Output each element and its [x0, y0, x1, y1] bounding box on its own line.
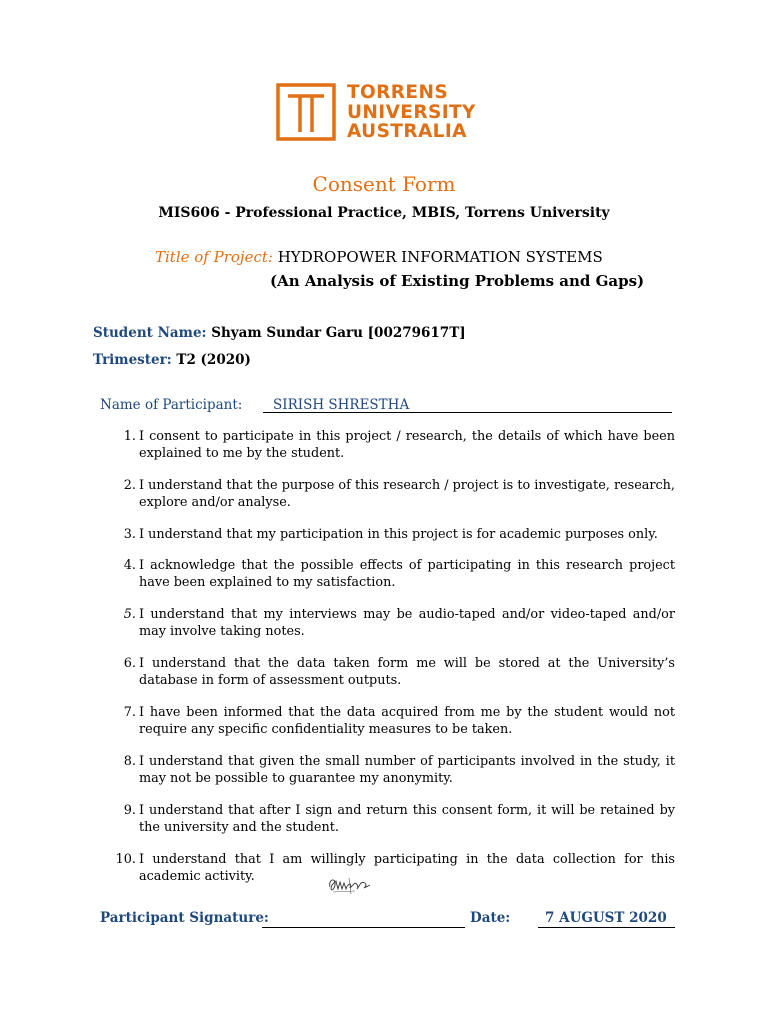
logo-wordmark [347, 83, 492, 142]
list-item-number: 8. [123, 754, 136, 769]
list-item-number: 9. [123, 803, 136, 818]
logo-line-2: UNIVERSITY [347, 101, 476, 123]
project-title-label: Title of Project: [155, 248, 273, 266]
handwritten-signature-image [325, 873, 373, 897]
signature-underline [262, 927, 465, 928]
university-logo [276, 83, 486, 141]
list-item-text: I acknowledge that the possible effects of participating in this research project have been explained to my satisfaction. [139, 558, 675, 590]
project-title-value: HYDROPOWER INFORMATION SYSTEMS [277, 248, 603, 266]
list-item-number: 3. [123, 527, 136, 542]
signature-row [100, 910, 680, 932]
list-item-text: I understand that the purpose of this research / project is to investigate, research, explore and/or analyse. [139, 478, 675, 510]
list-item-number: 1. [123, 429, 136, 444]
list-item-number: 5. [123, 607, 136, 622]
form-title: Consent Form [312, 172, 456, 196]
list-item-text: I understand that I am willingly participating in the data collection for this academic activity. [139, 852, 675, 884]
trimester-row [93, 352, 251, 368]
list-item-number: 4. [123, 558, 136, 573]
participant-signature-label: Participant Signature: [100, 910, 269, 926]
list-item-text: I understand that after I sign and return this consent form, it will be retained by the university and the student. [139, 803, 675, 835]
participant-name-value: SIRISH SHRESTHA [273, 397, 410, 413]
date-underline [538, 927, 675, 928]
project-title-line [155, 248, 603, 266]
participant-name-label: Name of Participant: [100, 397, 243, 413]
course-line: MIS606 - Professional Practice, MBIS, Torrens University [158, 205, 610, 221]
list-item-text: I understand that my participation in this project is for academic purposes only. [139, 527, 658, 542]
list-item-text: I consent to participate in this project / research, the details of which have been explained to me by the student. [139, 429, 675, 461]
date-label: Date: [470, 910, 511, 926]
logo-line-1: TORRENS [347, 82, 449, 103]
list-item-text: I have been informed that the data acquired from me by the student would not require any specific confidentiality measures to be taken. [139, 705, 675, 737]
list-item-number: 6. [123, 656, 136, 671]
list-item-text: I understand that my interviews may be audio-taped and/or video-taped and/or may involve taking notes. [139, 607, 675, 639]
list-item-text: I understand that the data taken form me will be stored at the University’s database in form of assessment outputs. [139, 656, 675, 688]
list-item-number: 10. [115, 852, 136, 867]
logo-line-3: AUSTRALIA [347, 121, 467, 142]
list-item-number: 7. [123, 705, 136, 720]
participant-name-row [100, 397, 672, 417]
date-value: 7 AUGUST 2020 [545, 910, 667, 926]
trimester-value: T2 (2020) [176, 352, 251, 368]
list-item-number: 2. [123, 478, 136, 493]
student-name-row [93, 325, 466, 341]
trimester-label: Trimester: [93, 352, 172, 368]
torrens-t-logo-icon [276, 83, 336, 141]
project-subtitle: (An Analysis of Existing Problems and Gaps) [270, 272, 645, 290]
student-name-label: Student Name: [93, 325, 207, 341]
student-name-value: Shyam Sundar Garu [00279617T] [211, 325, 466, 341]
list-item-text: I understand that given the small number of participants involved in the study, it may not be possible to guarantee my anonymity. [139, 754, 675, 786]
